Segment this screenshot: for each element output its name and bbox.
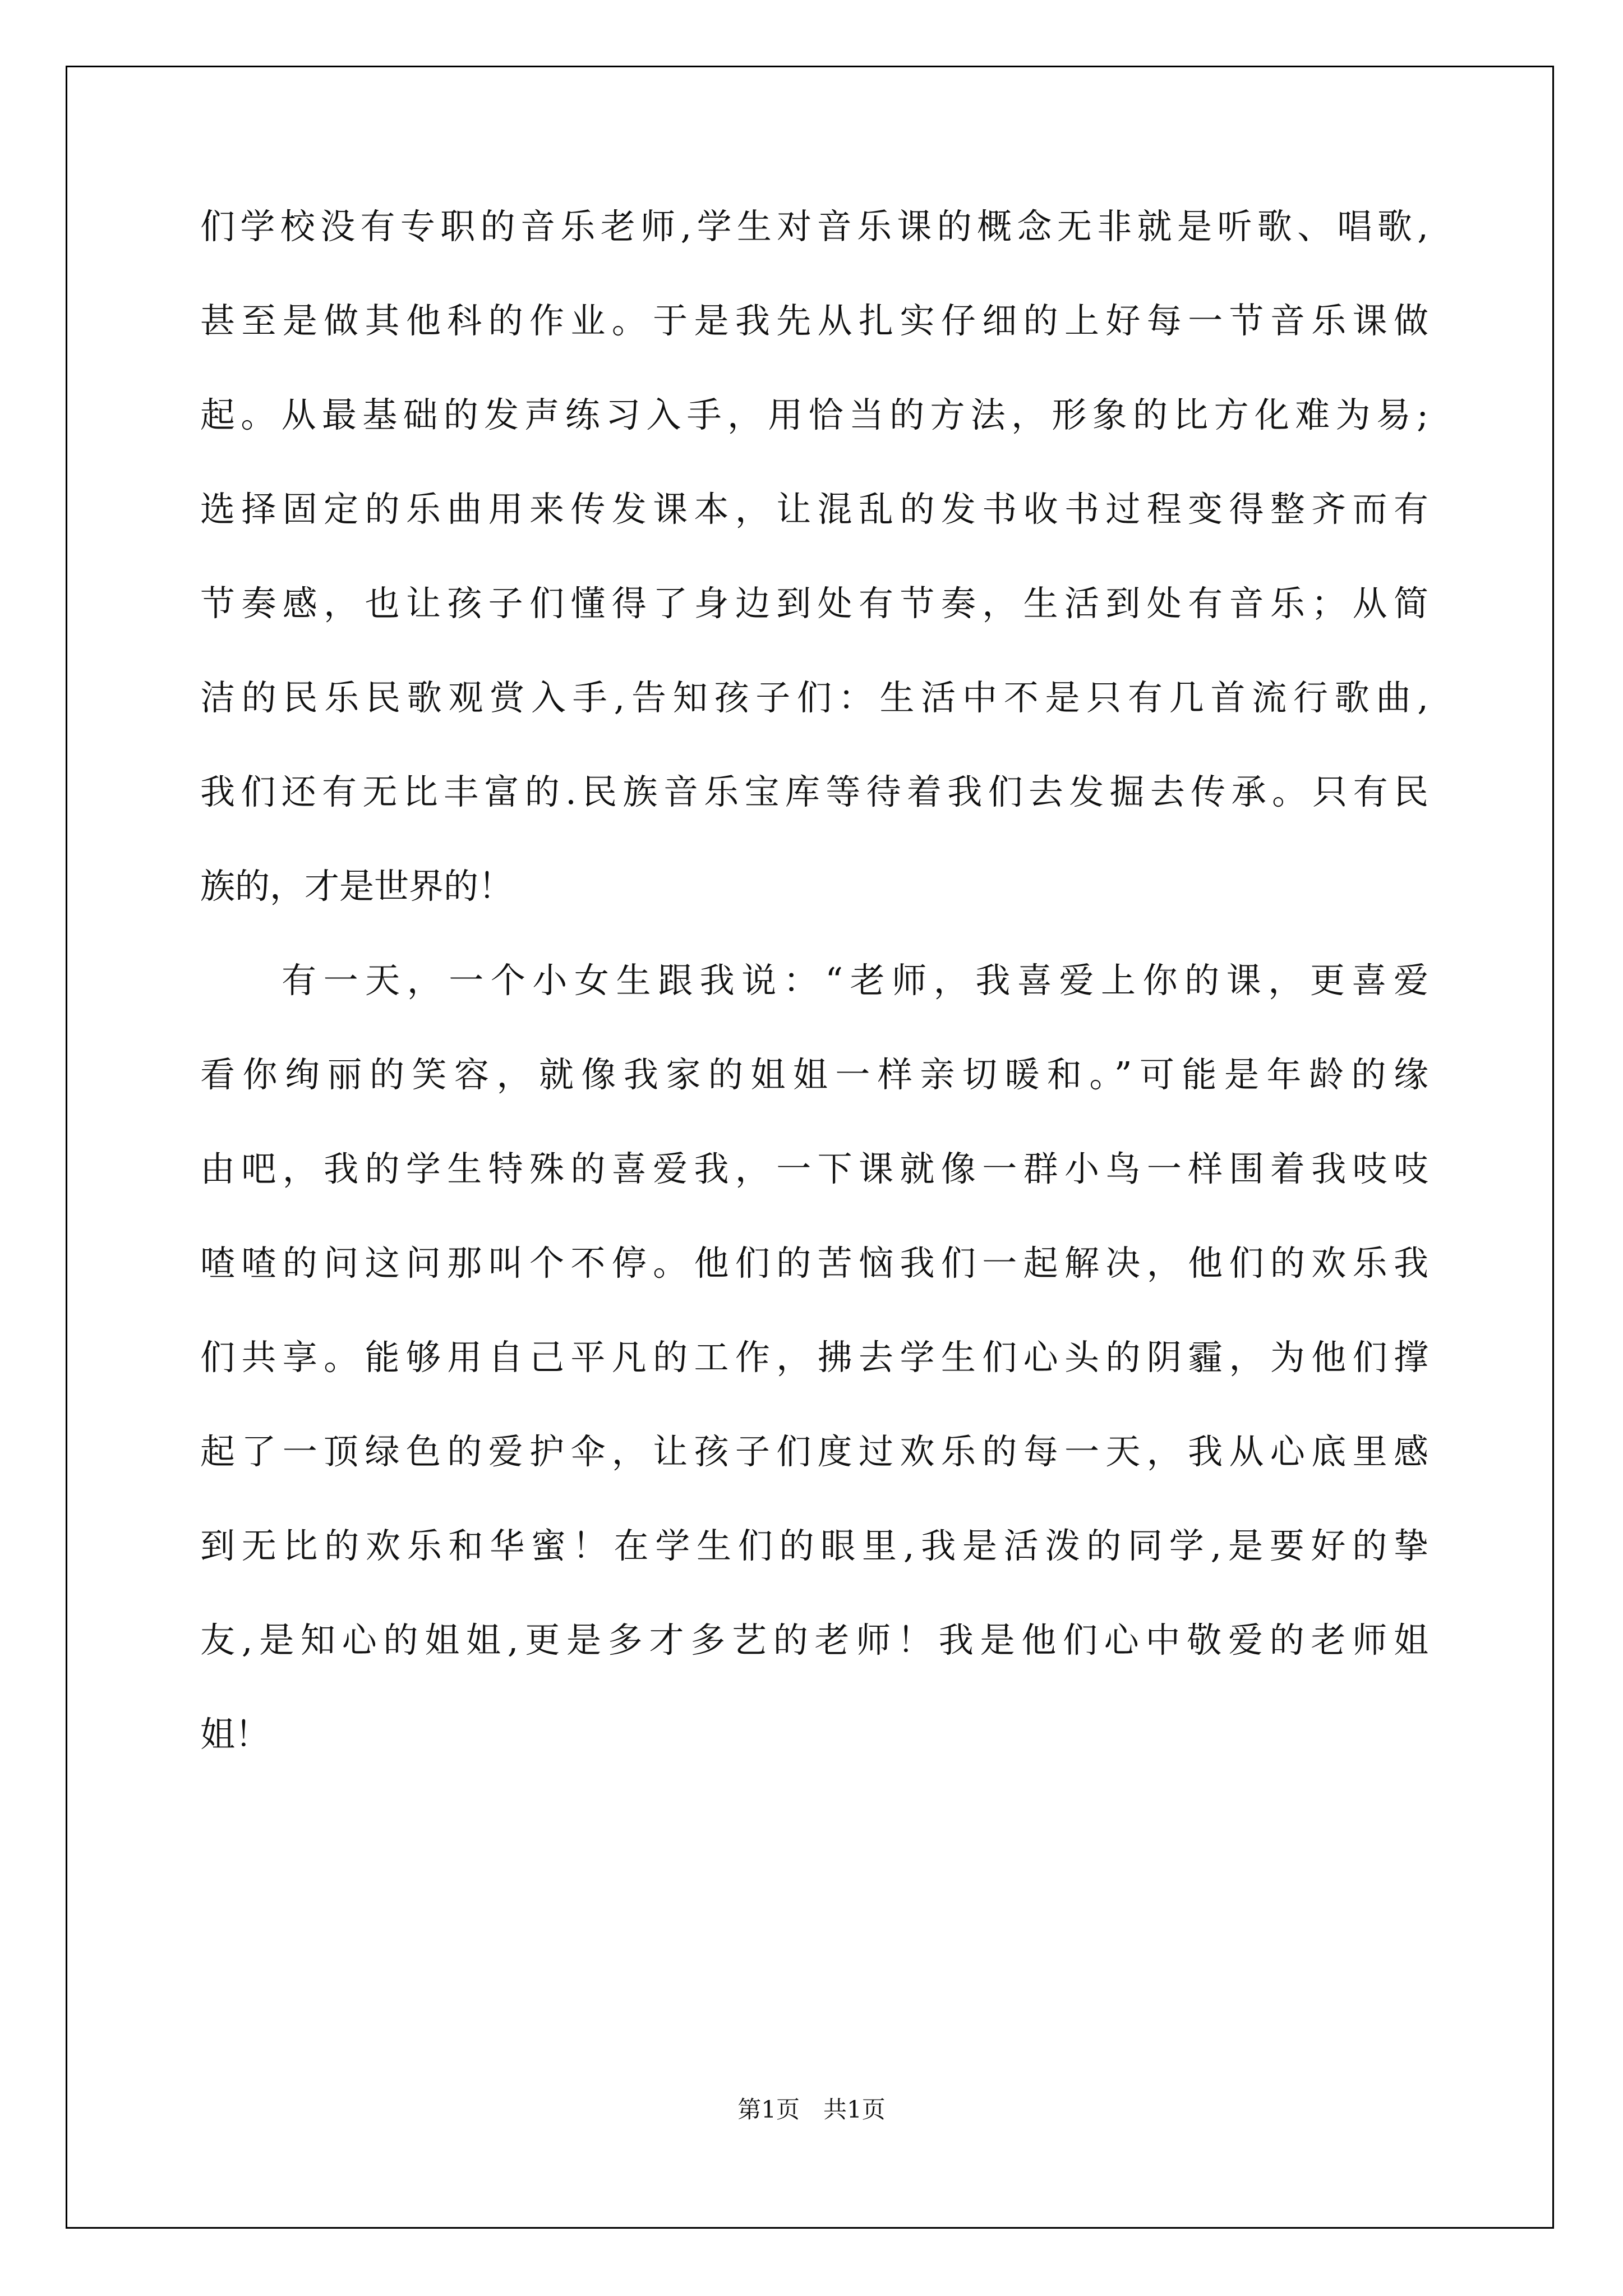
- text-line: 由吧，我的学生特殊的喜爱我，一下课就像一群小鸟一样围着我吱吱: [200, 1148, 1428, 1189]
- text-line: 起。从最基础的发声练习入手，用恰当的方法，形象的比方化难为易;: [200, 394, 1428, 435]
- paragraph-1: [200, 201, 1428, 955]
- text-line: 族的，才是世界的！: [200, 866, 514, 907]
- text-line: 甚至是做其他科的作业。于是我先从扎实仔细的上好每一节音乐课做: [200, 300, 1428, 341]
- page-number-footer: 第1页 共1页: [737, 2096, 886, 2123]
- text-line: 起了一顶绿色的爱护伞，让孩子们度过欢乐的每一天，我从心底里感: [200, 1431, 1428, 1472]
- document-body: [200, 201, 1428, 1803]
- text-line: 们学校没有专职的音乐老师,学生对音乐课的概念无非就是听歌、唱歌,: [200, 206, 1428, 247]
- text-line: 到无比的欢乐和华蜜！在学生们的眼里,我是活泼的同学,是要好的挚: [200, 1525, 1428, 1566]
- text-line: 节奏感，也让孩子们懂得了身边到处有节奏，生活到处有音乐；从简: [200, 583, 1428, 624]
- text-line: 我们还有无比丰富的.民族音乐宝库等待着我们去发掘去传承。只有民: [200, 771, 1428, 812]
- paragraph-2: [200, 955, 1428, 1803]
- text-line: 喳喳的问这问那叫个不停。他们的苦恼我们一起解决，他们的欢乐我: [200, 1243, 1428, 1283]
- text-line: 姐！: [200, 1714, 270, 1755]
- text-line: 看你绚丽的笑容，就像我家的姐姐一样亲切暖和。”可能是年龄的缘: [200, 1054, 1428, 1095]
- text-line: 洁的民乐民歌观赏入手,告知孩子们：生活中不是只有几首流行歌曲,: [200, 677, 1428, 718]
- text-line: 友,是知心的姐姐,更是多才多艺的老师！我是他们心中敬爱的老师姐: [200, 1619, 1428, 1660]
- text-line: 们共享。能够用自己平凡的工作，拂去学生们心头的阴霾，为他们撑: [200, 1337, 1428, 1378]
- text-line: 有一天，一个小女生跟我说：“老师，我喜爱上你的课，更喜爱: [282, 960, 1428, 1001]
- text-line: 选择固定的乐曲用来传发课本，让混乱的发书收书过程变得整齐而有: [200, 489, 1428, 530]
